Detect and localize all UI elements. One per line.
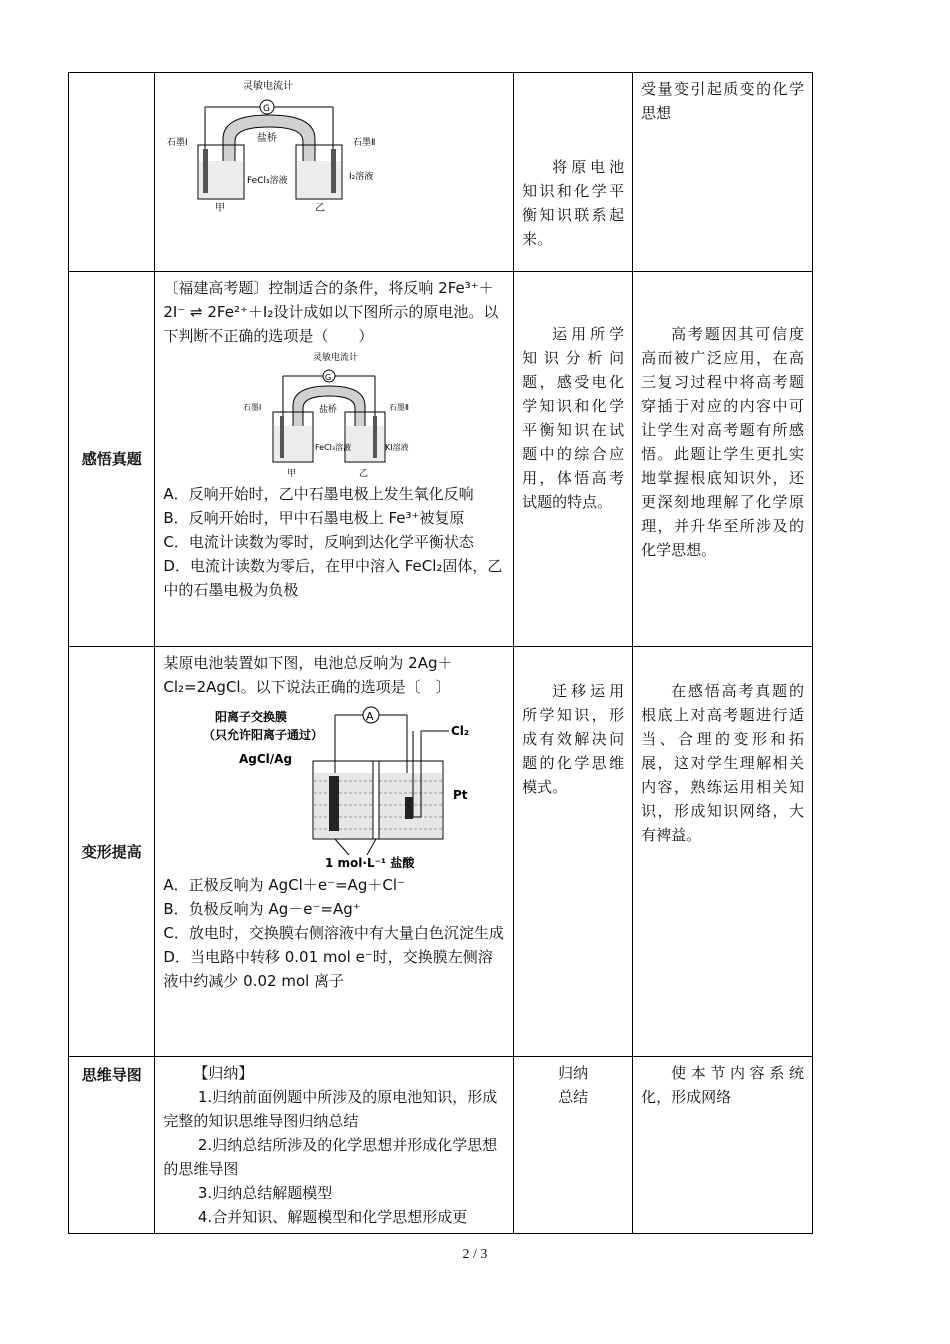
intent-cell xyxy=(633,647,813,1057)
summary-heading: 【归纳】 xyxy=(193,1064,254,1082)
lesson-plan-table xyxy=(68,72,813,1234)
stage-cell: 变形提高 xyxy=(69,647,155,1057)
option-c: C．放电时，交换膜右侧溶液中有大量白色沉淀生成 xyxy=(163,924,504,942)
purpose-cell xyxy=(514,272,633,647)
table-row xyxy=(69,647,813,1057)
content-cell xyxy=(155,73,514,272)
intent-text: 受量变引起质变的化学思想 xyxy=(641,80,804,122)
purpose-text: 将原电池知识和化学平衡知识联系起来。 xyxy=(522,158,625,248)
option-a: A．正极反响为 AgCl＋e⁻=Ag＋Cl⁻ xyxy=(163,876,405,894)
intent-cell xyxy=(633,73,813,272)
intent-text: 使本节内容系统化，形成网络 xyxy=(641,1064,804,1106)
option-d: D．当电路中转移 0.01 mol e⁻时，交换膜左侧溶液中约减少 0.02 mol 离子 xyxy=(163,948,493,990)
option-b: B．负极反响为 Ag－e⁻=Ag⁺ xyxy=(163,900,361,918)
summary-item-2: 2.归纳总结所涉及的化学思想并形成化学思想的思维导图 xyxy=(163,1136,498,1178)
diagram-meter: A xyxy=(366,710,374,723)
stage-cell: 感悟真题 xyxy=(69,272,155,647)
content-cell xyxy=(155,1057,514,1234)
diagram-electrode-right: Pt xyxy=(453,788,468,802)
diagram-meter-symbol: G xyxy=(263,104,271,114)
diagram-right-electrode: 石墨Ⅱ xyxy=(389,403,410,412)
content-cell xyxy=(155,272,514,647)
galvanic-cell-diagram-2 xyxy=(163,350,483,480)
diagram-electrode-left: AgCl/Ag xyxy=(239,752,293,766)
table-row xyxy=(69,73,813,272)
diagram-meter-symbol: G xyxy=(325,373,332,382)
purpose-line-1: 归纳 xyxy=(558,1064,589,1082)
purpose-cell xyxy=(514,73,633,272)
purpose-line-2: 总结 xyxy=(558,1088,589,1106)
intent-text: 在感悟高考真题的根底上对高考题进行适当、合理的变形和拓展，这对学生理解相关内容，熟练运用相关知识，形成知识网络，大有裨益。 xyxy=(641,682,804,844)
summary-item-1: 1.归纳前面例题中所涉及的原电池知识，形成完整的知识思维导图归纳总结 xyxy=(163,1088,498,1130)
diagram-electrolyte: 1 mol·L⁻¹ 盐酸 xyxy=(325,856,415,870)
exchange-membrane-cell-diagram xyxy=(163,701,483,871)
diagram-membrane-note: （只允许阳离子通过） xyxy=(203,728,324,742)
diagram-left-cell: 甲 xyxy=(287,469,297,479)
diagram-left-electrode: 石墨Ⅰ xyxy=(167,138,189,148)
galvanic-cell-diagram-1 xyxy=(163,79,403,215)
stage-cell: 思维导图 xyxy=(69,1057,155,1234)
diagram-right-cell: 乙 xyxy=(359,469,369,479)
diagram-meter-label: 灵敏电流计 xyxy=(313,353,359,363)
diagram-membrane-label: 阳离子交换膜 xyxy=(215,710,288,724)
question-intro: 某原电池装置如下图，电池总反响为 2Ag＋Cl₂=2AgCl。以下说法正确的选项是〔 〕 xyxy=(163,654,453,696)
summary-item-3: 3.归纳总结解题模型 xyxy=(197,1184,333,1202)
diagram-left-cell: 甲 xyxy=(215,203,226,214)
purpose-text: 运用所学知识分析问题，感受电化学知识和化学平衡知识在试题中的综合应用，体悟高考试题的特点。 xyxy=(522,325,625,511)
diagram-salt-bridge-label: 盐桥 xyxy=(257,133,278,144)
table-row xyxy=(69,1057,813,1234)
diagram-right-cell: 乙 xyxy=(315,203,326,214)
option-d: D．电流计读数为零后，在甲中溶入 FeCl₂固体，乙中的石墨电极为负极 xyxy=(163,557,503,599)
option-c: C．电流计读数为零时，反响到达化学平衡状态 xyxy=(163,533,474,551)
intent-cell xyxy=(633,272,813,647)
intent-text: 高考题因其可信度高而被广泛应用，在高三复习过程中将高考题穿插于对应的内容中可让学生对高考题有所感悟。此题让学生更扎实地掌握根底知识外，还更深刻地理解了化学原理，并升华至所涉及的化学思想。 xyxy=(641,325,804,559)
purpose-text: 迁移运用所学知识，形成有效解决问题的化学思维模式。 xyxy=(522,682,625,796)
table-row xyxy=(69,272,813,647)
question-intro: 〔福建高考题〕控制适合的条件，将反响 2Fe³⁺＋2I⁻ ⇌ 2Fe²⁺＋I₂设计成如以下图所示的原电池。以下判断不正确的选项是（ ） xyxy=(163,279,499,345)
diagram-salt-bridge-label: 盐桥 xyxy=(319,405,338,415)
purpose-cell xyxy=(514,1057,633,1234)
content-cell xyxy=(155,647,514,1057)
stage-cell xyxy=(69,73,155,272)
option-b: B．反响开始时，甲中石墨电极上 Fe³⁺被复原 xyxy=(163,509,465,527)
diagram-left-electrode: 石墨Ⅰ xyxy=(243,403,262,412)
diagram-left-solution: FeCl₃溶液 xyxy=(315,443,352,452)
diagram-left-solution: FeCl₃溶液 xyxy=(247,176,289,186)
diagram-right-solution: KI溶液 xyxy=(385,443,409,452)
diagram-right-electrode: 石墨Ⅱ xyxy=(353,138,376,148)
option-a: A．反响开始时，乙中石墨电极上发生氧化反响 xyxy=(163,485,474,503)
summary-item-4: 4.合并知识、解题模型和化学思想形成更 xyxy=(197,1208,468,1226)
purpose-cell xyxy=(514,647,633,1057)
diagram-gas: Cl₂ xyxy=(451,724,470,738)
intent-cell xyxy=(633,1057,813,1234)
diagram-meter-label: 灵敏电流计 xyxy=(243,81,294,92)
page-number: 2 / 3 xyxy=(462,1247,488,1262)
diagram-right-solution: I₂溶液 xyxy=(349,172,374,182)
